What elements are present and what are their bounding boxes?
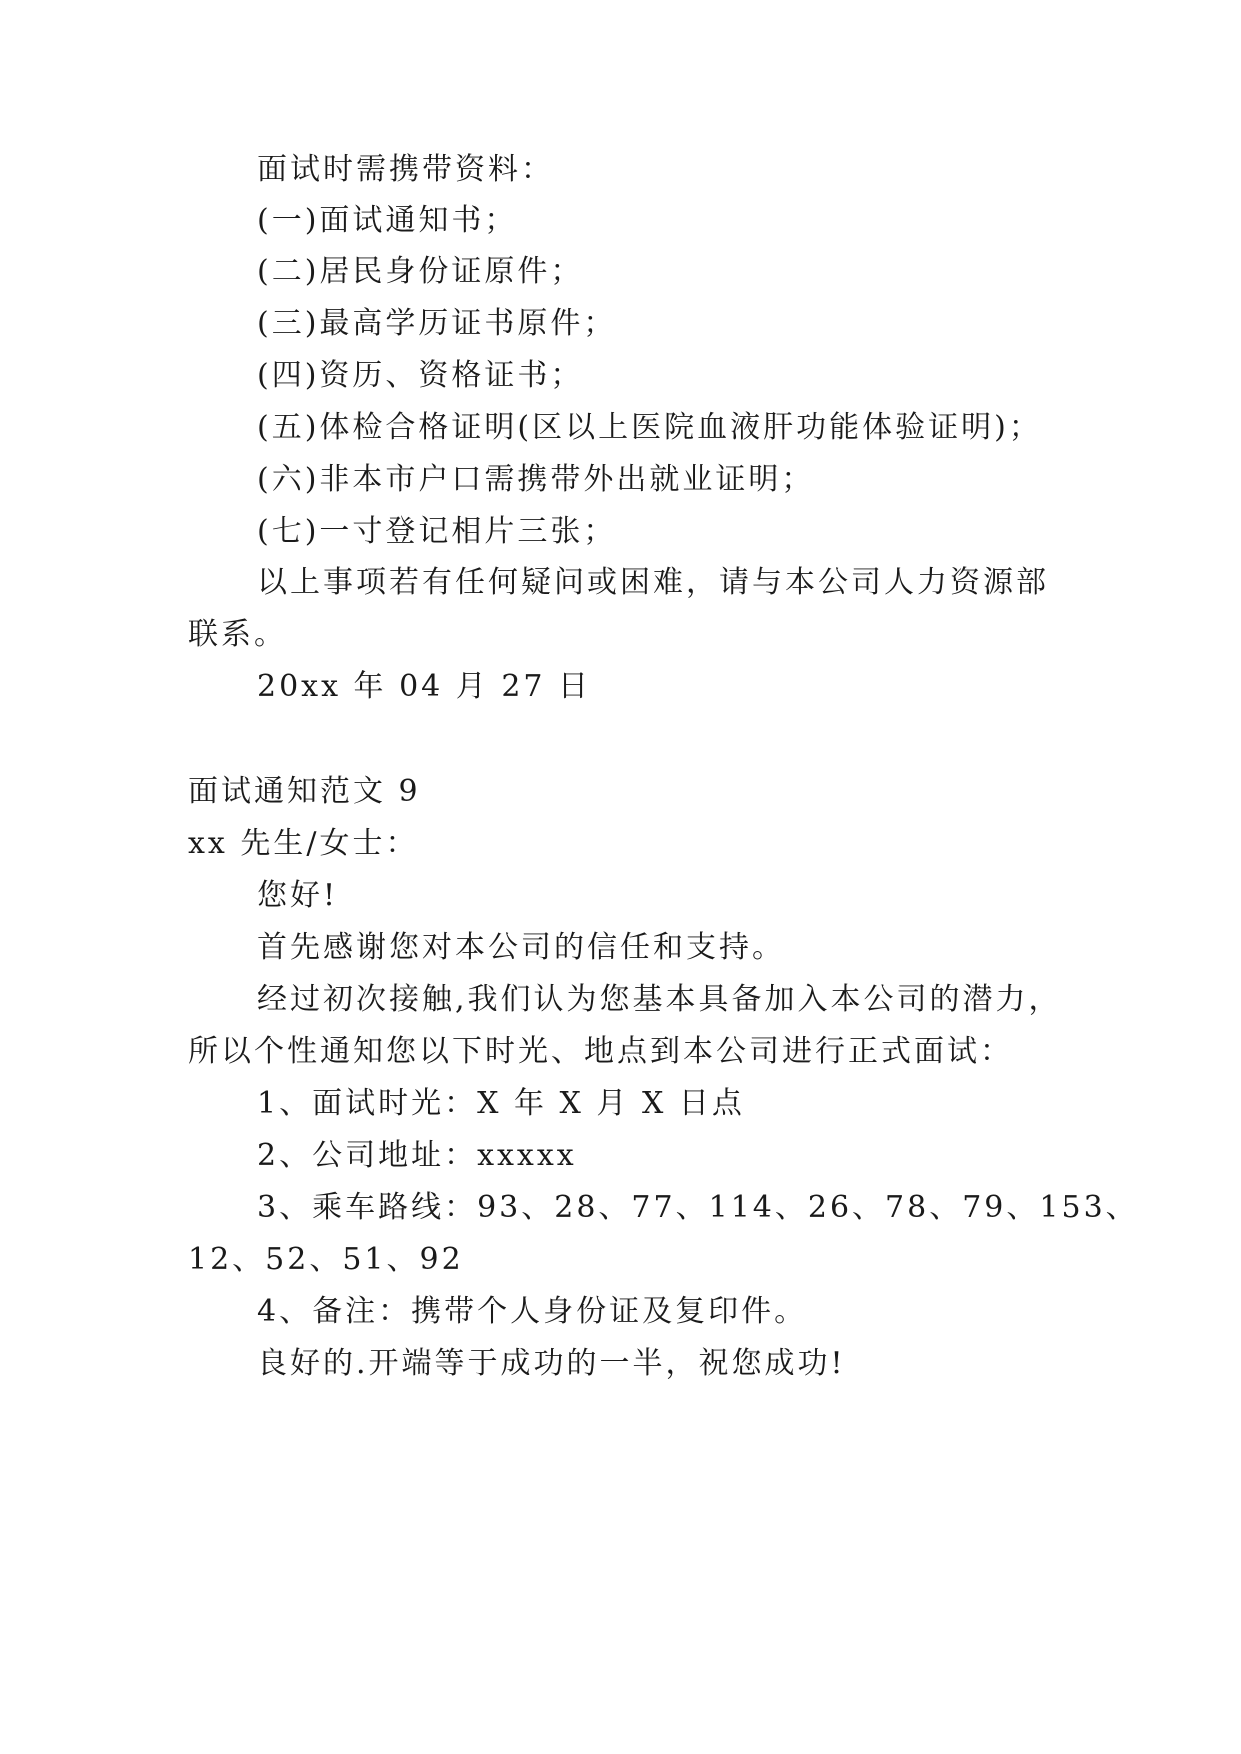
materials-item-7: (七)一寸登记相片三张；: [257, 514, 617, 549]
section-title: 面试通知范文 9: [188, 774, 421, 809]
materials-item-2: (二)居民身份证原件；: [257, 254, 584, 289]
contact-note-line2: 联系。: [188, 617, 287, 652]
interview-time-item: 1、面试时光：X 年 X 月 X 日点: [257, 1086, 745, 1121]
materials-intro: 面试时需携带资料：: [257, 152, 554, 187]
company-address-item: 2、公司地址：xxxxx: [257, 1138, 577, 1173]
bus-routes-line1: 3、乘车路线：93、28、77、114、26、78、79、153、: [257, 1190, 1139, 1225]
thanks-line: 首先感谢您对本公司的信任和支持。: [257, 930, 785, 965]
notice-date: 20xx 年 04 月 27 日: [257, 669, 592, 704]
materials-item-5: (五)体检合格证明(区以上医院血液肝功能体验证明)；: [257, 410, 1042, 445]
bus-routes-line2: 12、52、51、92: [188, 1242, 464, 1277]
materials-item-4: (四)资历、资格证书；: [257, 358, 584, 393]
body-line-1: 经过初次接触,我们认为您基本具备加入本公司的潜力，: [257, 982, 1062, 1017]
body-line-2: 所以个性通知您以下时光、地点到本公司进行正式面试：: [188, 1034, 1013, 1069]
contact-note-line1: 以上事项若有任何疑问或困难，请与本公司人力资源部: [257, 565, 1049, 600]
closing-line: 良好的.开端等于成功的一半，祝您成功!: [257, 1346, 846, 1381]
materials-item-1: (一)面试通知书；: [257, 203, 518, 238]
greeting: 您好!: [257, 878, 339, 913]
materials-item-3: (三)最高学历证书原件；: [257, 306, 617, 341]
materials-item-6: (六)非本市户口需携带外出就业证明；: [257, 462, 815, 497]
salutation: xx 先生/女士：: [188, 826, 419, 861]
remarks-item: 4、备注：携带个人身份证及复印件。: [257, 1294, 808, 1329]
